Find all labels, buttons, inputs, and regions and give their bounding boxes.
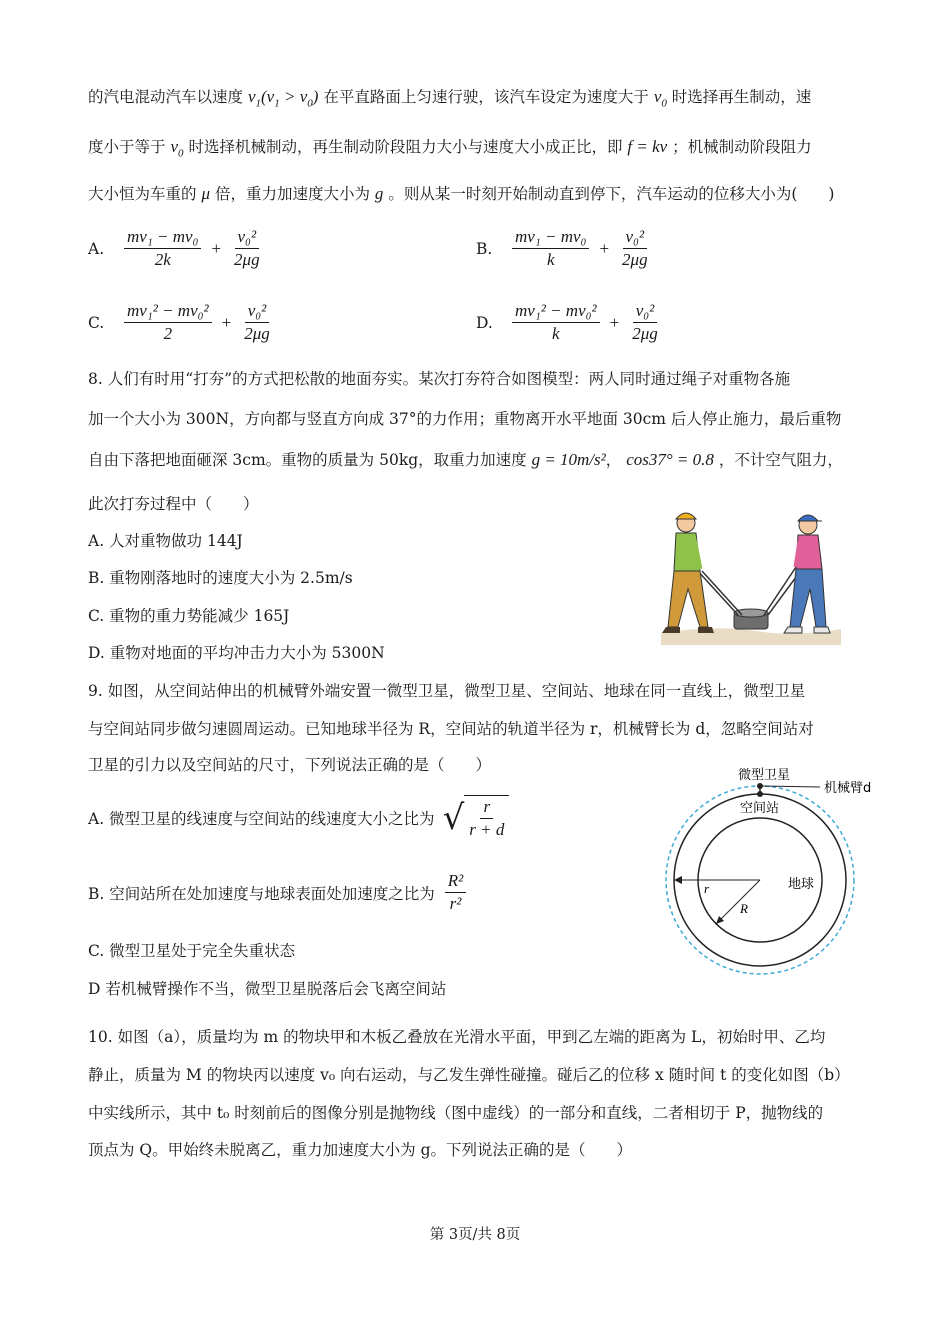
q9-option-b[interactable]: B. 空间站所在处加速度与地球表面处加速度之比为 $\frac{\text{R²}}{\text{r²}}$ [88, 870, 468, 915]
q9-stem-line3: 卫星的引力以及空间站的尺寸，下列说法正确的是（ ） [88, 756, 492, 774]
q10-stem-line2: 静止，质量为 M 的物块丙以速度 v₀ 向右运动，与乙发生弹性碰撞。碰后乙的位移 x 随时间 t 的变化如图（b） [88, 1066, 850, 1084]
q7-option-c[interactable]: C. $\frac{\text{mv₁² − mv₀²}}{2}$ + $\frac{\text{v₀²}}{2\mu g}$ [88, 301, 270, 343]
q7-line3: 大小恒为车重的 μ 倍，重力加速度大小为 g 。则从某一时刻开始制动直到停下，汽车运动的位移大小为( ) [88, 184, 835, 203]
q7-line2: 度小于等于 $v_0$ 时选择机械制动，再生制动阶段阻力大小与速度大小成正比，即 f = kv ；机械制动阶段阻力 [88, 137, 812, 160]
q8-option-c[interactable]: C. 重物的重力势能减少 165J [88, 607, 290, 625]
tamping-illustration [656, 505, 846, 645]
q8-option-a[interactable]: A. 人对重物做功 144J [88, 532, 243, 550]
q9-stem-line1: 9. 如图，从空间站伸出的机械臂外端安置一微型卫星，微型卫星、空间站、地球在同一直线上，微型卫星 [88, 682, 806, 700]
q9-option-c[interactable]: C. 微型卫星处于完全失重状态 [88, 942, 296, 960]
q8-option-d[interactable]: D. 重物对地面的平均冲击力大小为 5300N [88, 644, 385, 662]
q10-stem-line4: 顶点为 Q。甲始终未脱离乙，重力加速度大小为 g。下列说法正确的是（ ） [88, 1141, 632, 1159]
q7-option-b[interactable]: B. $\frac{\text{mv₁ − mv₀}}{k}$ + $\frac{\text{v₀²}}{2\mu g}$ [476, 227, 648, 269]
label-R: R [740, 901, 748, 916]
sqrt-expression: √ $\frac{r}{r + d}$ [443, 795, 510, 841]
q7-option-a[interactable]: A. $\frac{\text{mv₁ − mv₀}}{2k}$ + $\frac{\text{v₀²}}{2\mu g}$ [88, 227, 260, 269]
q7-line1: 的汽电混动汽车以速度 $v_1(v_1 > v_0)$ 在平直路面上匀速行驶，该汽车设定为速度大于 $v_0$ 时选择再生制动，速 [88, 87, 812, 110]
q8-stem-line1: 8. 人们有时用“打夯”的方式把松散的地面夯实。某次打夯符合如图模型：两人同时通过绳子对重物各施 [88, 370, 791, 388]
q8-stem-line3: 自由下落把地面砸深 3cm。重物的质量为 50kg，取重力加速度 g = 10m/s²， cos37° = 0.8 ，不计空气阻力， [88, 450, 843, 469]
q10-stem-line3: 中实线所示，其中 t₀ 时刻前后的图像分别是抛物线（图中虚线）的一部分和直线，二者相切于 P，抛物线的 [88, 1104, 824, 1122]
q8-stem-line4: 此次打夯过程中（ ） [88, 495, 259, 513]
q9-stem-line2: 与空间站同步做匀速圆周运动。已知地球半径为 R，空间站的轨道半径为 r，机械臂长为 d，忽略空间站对 [88, 720, 814, 738]
q8-option-b[interactable]: B. 重物刚落地时的速度大小为 2.5m/s [88, 569, 353, 587]
orbit-diagram [660, 765, 880, 975]
label-earth: 地球 [788, 877, 815, 892]
label-arm: 机械臂d [824, 781, 872, 796]
q9-option-a[interactable]: A. 微型卫星的线速度与空间站的线速度大小之比为 √ $\frac{r}{r + d}$ [88, 795, 509, 841]
label-r: r [704, 881, 710, 896]
label-satellite: 微型卫星 [738, 768, 791, 783]
q10-stem-line1: 10. 如图（a），质量均为 m 的物块甲和木板乙叠放在光滑水平面，甲到乙左端的距离为 L，初始时甲、乙均 [88, 1028, 826, 1046]
q7-option-d[interactable]: D. $\frac{\text{mv₁² − mv₀²}}{k}$ + $\frac{\text{v₀²}}{2\mu g}$ [476, 301, 658, 343]
q8-stem-line2: 加一个大小为 300N，方向都与竖直方向成 37°的力作用；重物离开水平地面 30cm 后人停止施力，最后重物 [88, 410, 842, 428]
q9-option-d[interactable]: D 若机械臂操作不当，微型卫星脱落后会飞离空间站 [88, 980, 447, 998]
page-footer: 第 3页/共 8页 [429, 1227, 521, 1243]
label-station: 空间站 [740, 801, 780, 816]
